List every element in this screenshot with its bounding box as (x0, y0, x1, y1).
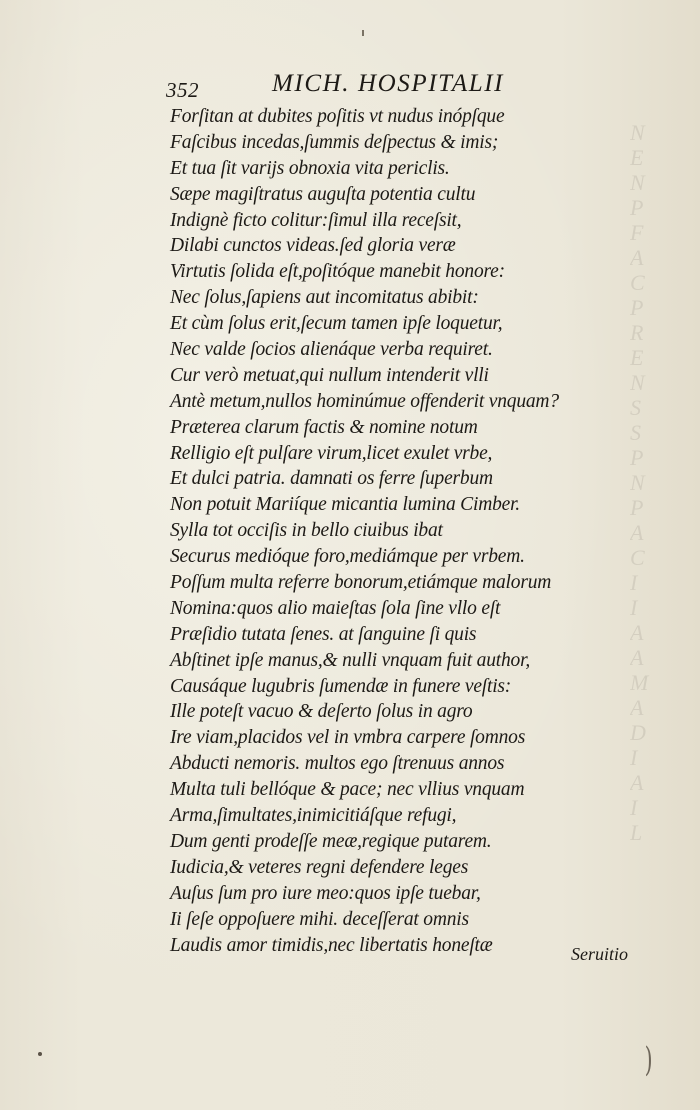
verse-line: Ire viam,placidos vel in vmbra carpere ſomnos (170, 727, 526, 749)
verse-line: Forſitan at dubites poſitis vt nudus inópſque (170, 106, 505, 127)
verse-line: Multa tuli bellóque & pace; nec vllius vnquam (170, 779, 525, 801)
verse-line: Non potuit Mariíque micantia lumina Cimber. (170, 494, 520, 516)
verse-line: Poſſum multa referre bonorum,etiámque malorum (170, 572, 552, 594)
verse-line: Iudicia,& veteres regni defendere leges (170, 856, 469, 878)
verse-line: Nomina:quos alio maieſtas ſola ſine vllo eſt (170, 597, 501, 619)
verse-line: Laudis amor timidis,nec libertatis honeſtæ (170, 934, 493, 956)
verse-line: Præterea clarum factis & nomine notum (170, 416, 478, 438)
verse-line: Sylla tot occiſis in bello ciuibus ibat (170, 520, 443, 542)
verse-line: Auſus ſum pro iure meo:quos ipſe tuebar, (170, 882, 481, 904)
verse-line: Sæpe magiſtratus auguſta potentia cultu (170, 183, 476, 205)
binding-mark: ) (644, 1040, 653, 1080)
verse-line: Cur verò metuat,qui nullum intenderit vlli (170, 364, 489, 386)
verse-line: Dilabi cunctos videas.ſed gloria veræ (170, 235, 456, 257)
verse-line: Abducti nemoris. multos ego ſtrenuus annos (170, 753, 505, 775)
verse-line: Arma,ſimultates,inimicitiáſque refugi, (170, 805, 457, 827)
verse-line: Nec ſolus,ſapiens aut incomitatus abibit: (170, 287, 479, 309)
verse-line: Faſcibus incedas,ſummis deſpectus & imis; (170, 131, 499, 153)
verse-line: Causáque lugubris ſumendæ in funere veſtis: (170, 675, 512, 697)
verse-text (170, 104, 640, 958)
verse-line: Indignè ficto colitur:ſimul illa receſsit, (170, 209, 462, 231)
verse-line: Ille poteſt vacuo & deſerto ſolus in agro (170, 701, 473, 723)
verse-line: Relligio eſt pulſare virum,licet exulet vrbe, (170, 442, 493, 464)
paper-speck (38, 1052, 42, 1056)
verse-line: Virtutis ſolida eſt,poſitóque manebit honore: (170, 261, 505, 283)
verse-line: Et dulci patria. damnati os ferre ſuperbum (170, 468, 493, 490)
page-number: 352 (166, 78, 199, 102)
verse-line: Nec valde ſocios alienáque verba requiret. (170, 339, 493, 361)
verse-line: Ii ſeſe oppoſuere mihi. deceſſerat omnis (170, 908, 469, 930)
verse-line: Et cùm ſolus erit,ſecum tamen ipſe loquetur, (170, 313, 503, 335)
show-through-reverse-page: N E N P F A C P R E N S S P N P A C I I A A M A D I A I L (630, 120, 649, 845)
running-title: MICH. HOSPITALII (272, 70, 505, 97)
paper-speck (362, 30, 364, 36)
verse-line: Præſidio tutata ſenes. at ſanguine ſi quis (170, 623, 477, 645)
verse-line: Abſtinet ipſe manus,& nulli vnquam fuit author, (170, 649, 531, 671)
verse-line: Et tua ſit varijs obnoxia vita periclis. (170, 157, 450, 179)
catchword: Seruitio (571, 944, 628, 964)
verse-line: Securus medióque foro,mediámque per vrbem. (170, 546, 525, 568)
verse-line: Dum genti prodeſſe meæ,regique putarem. (170, 830, 492, 852)
page-header (0, 66, 700, 106)
verse-line: Antè metum,nullos hominúmue offenderit vnquam? (170, 390, 559, 412)
